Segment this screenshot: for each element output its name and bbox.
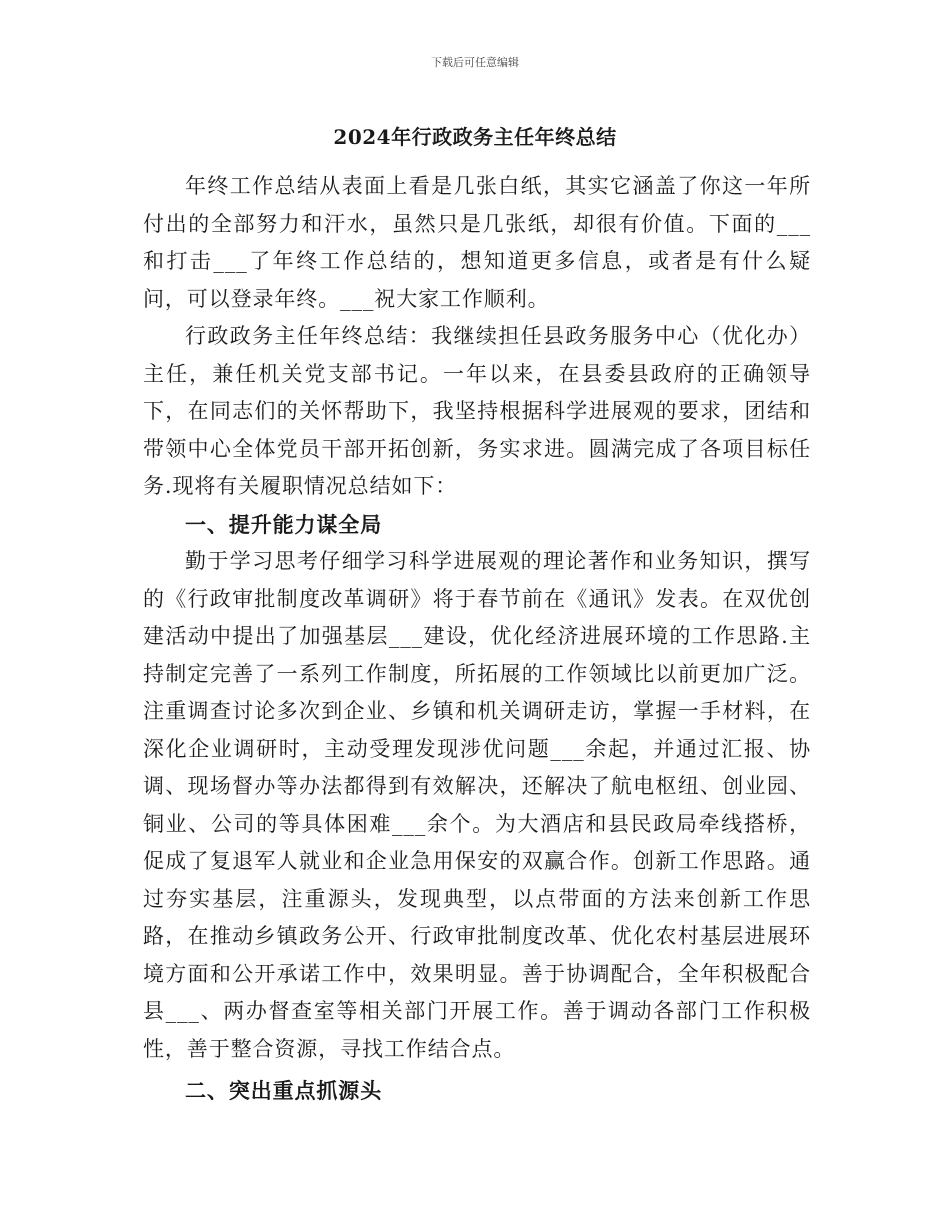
page-header-note: 下载后可任意编辑 <box>431 56 519 69</box>
section-heading-2: 二、突出重点抓源头 <box>185 1078 383 1103</box>
section-heading-1: 一、提升能力谋全局 <box>185 511 383 537</box>
intro-paragraph: 年终工作总结从表面上看是几张白纸，其实它涵盖了你这一年所付出的全部努力和汗水，虽然只是几张纸，却很有价值。下面的___和打击___了年终工作总结的，想知道更多信息，或者是有什么疑问，可以登录年终。___祝大家工作顺利。 <box>143 174 811 311</box>
section-1-paragraph: 勤于学习思考仔细学习科学进展观的理论著作和业务知识，撰写的《行政审批制度改革调研》将于春节前在《通讯》发表。在双优创建活动中提出了加强基层___建设，优化经济进展环境的工作思路.主持制定完善了一系列工作制度，所拓展的工作领域比以前更加广泛。注重调查讨论多次到企业、乡镇和机关调研走访，掌握一手材料，在深化企业调研时，主动受理发现涉优问题___余起，并通过汇报、协调、现场督办等办法都得到有效解决，还解决了航电枢纽、创业园、铜业、公司的等具体困难___余个。为大酒店和县民政局牵线搭桥，促成了复退军人就业和企业急用保安的双赢合作。创新工作思路。通过夯实基层，注重源头，发现典型，以点带面的方法来创新工作思路，在推动乡镇政务公开、行政审批制度改革、优化农村基层进展环境方面和公开承诺工作中，效果明显。善于协调配合，全年积极配合县___、两办督查室等相关部门开展工作。善于调动各部门工作积极性，善于整合资源，寻找工作结合点。 <box>143 549 811 1061</box>
overview-paragraph: 行政政务主任年终总结：我继续担任县政务服务中心（优化办）主任，兼任机关党支部书记。一年以来，在县委县政府的正确领导下，在同志们的关怀帮助下，我坚持根据科学进展观的要求，团结和带领中心全体党员干部开拓创新，务实求进。圆满完成了各项目标任务.现将有关履职情况总结如下： <box>143 324 811 498</box>
document-body <box>143 168 811 1110</box>
document-title: 2024年行政政务主任年终总结 <box>333 125 617 149</box>
